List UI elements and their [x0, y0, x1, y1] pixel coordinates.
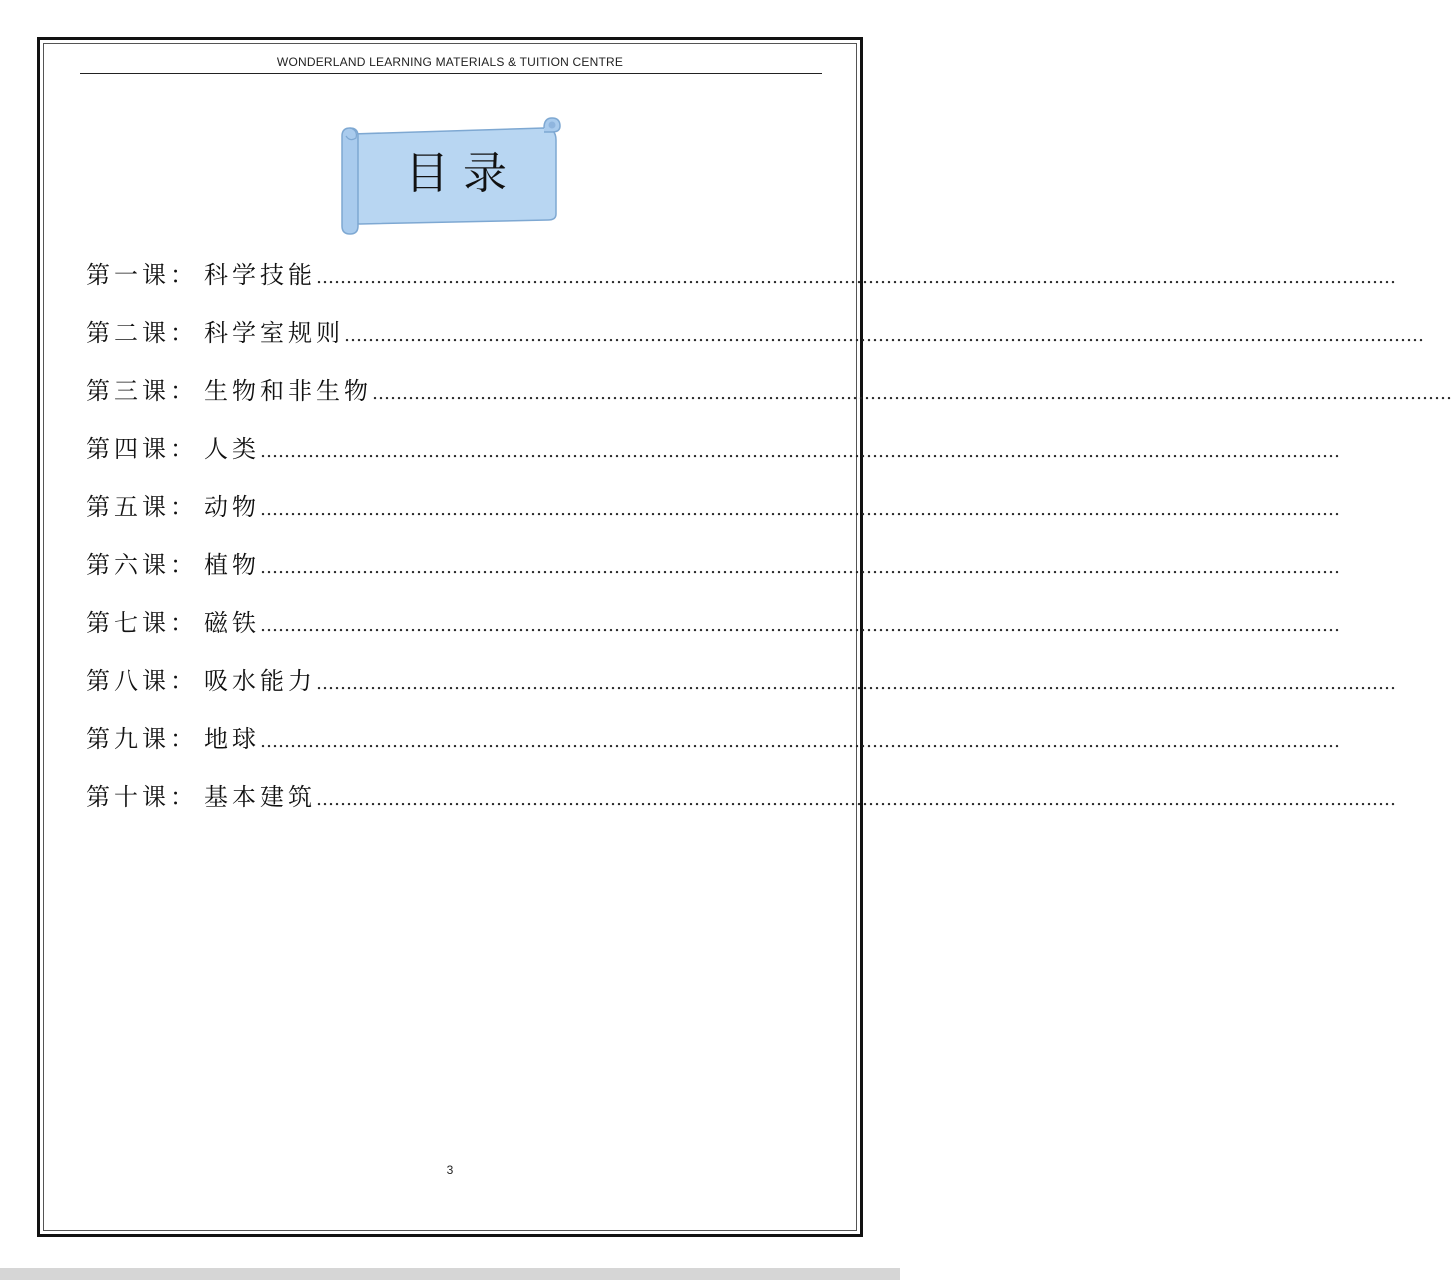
toc-dot-leader: ……………………………………………………………………………………………………………………………………………………………… — [316, 267, 1396, 288]
toc-dot-leader: ……………………………………………………………………………………………………………………………………………………………… — [260, 731, 1340, 752]
toc-lesson-number: 第三课： — [86, 377, 198, 405]
toc-entry — [86, 304, 1424, 362]
toc-entry — [86, 536, 1340, 594]
toc-lesson-number: 第八课： — [86, 667, 198, 695]
toc-entry — [86, 594, 1340, 652]
toc-entry — [86, 420, 1340, 478]
toc-dot-leader: ……………………………………………………………………………………………………………………………………………………………… — [260, 557, 1340, 578]
toc-lesson-number: 第四课： — [86, 435, 198, 463]
toc-lesson-title: 生物和非生物 — [204, 377, 372, 405]
toc-lesson-title: 科学室规则 — [204, 319, 344, 347]
header-rule — [80, 73, 822, 74]
toc-lesson-title: 基本建筑 — [204, 783, 316, 811]
toc-lesson-number: 第七课： — [86, 609, 198, 637]
toc-lesson-number: 第十课： — [86, 783, 198, 811]
toc-lesson-title: 地球 — [204, 725, 260, 753]
bottom-strip — [0, 1268, 900, 1280]
toc-dot-leader: ……………………………………………………………………………………………………………………………………………………………… — [260, 615, 1340, 636]
toc-lesson-number: 第五课： — [86, 493, 198, 521]
toc-lesson-title: 科学技能 — [204, 261, 316, 289]
toc-dot-leader: ……………………………………………………………………………………………………………………………………………………………… — [372, 383, 1452, 404]
toc-lesson-number: 第一课： — [86, 261, 198, 289]
toc-dot-leader: ……………………………………………………………………………………………………………………………………………………………… — [316, 789, 1396, 810]
toc-entry — [86, 478, 1340, 536]
toc-dot-leader: ……………………………………………………………………………………………………………………………………………………………… — [316, 673, 1396, 694]
toc-dot-leader: ……………………………………………………………………………………………………………………………………………………………… — [260, 499, 1340, 520]
toc-dot-leader: ……………………………………………………………………………………………………………………………………………………………… — [260, 441, 1340, 462]
header-title: WONDERLAND LEARNING MATERIALS & TUITION CENTRE — [276, 55, 624, 69]
toc-lesson-title: 人类 — [204, 435, 260, 463]
page-title: 目录 — [405, 148, 521, 199]
toc-lesson-number: 第六课： — [86, 551, 198, 579]
toc-lesson-title: 植物 — [204, 551, 260, 579]
toc-lesson-number: 第二课： — [86, 319, 198, 347]
toc-entry — [86, 710, 1340, 768]
toc-entry — [86, 768, 1396, 826]
toc-lesson-number: 第九课： — [86, 725, 198, 753]
toc-lesson-title: 动物 — [204, 493, 260, 521]
toc-entry — [86, 246, 1396, 304]
toc-lesson-title: 磁铁 — [204, 609, 260, 637]
toc-entry — [86, 652, 1396, 710]
toc-lesson-title: 吸水能力 — [204, 667, 316, 695]
toc-dot-leader: ……………………………………………………………………………………………………………………………………………………………… — [344, 325, 1424, 346]
title-scroll-banner — [338, 112, 564, 238]
page-number: 3 — [446, 1163, 454, 1177]
toc-entry — [86, 362, 1452, 420]
table-of-contents — [86, 246, 1452, 826]
scroll-left-roll — [342, 128, 358, 234]
